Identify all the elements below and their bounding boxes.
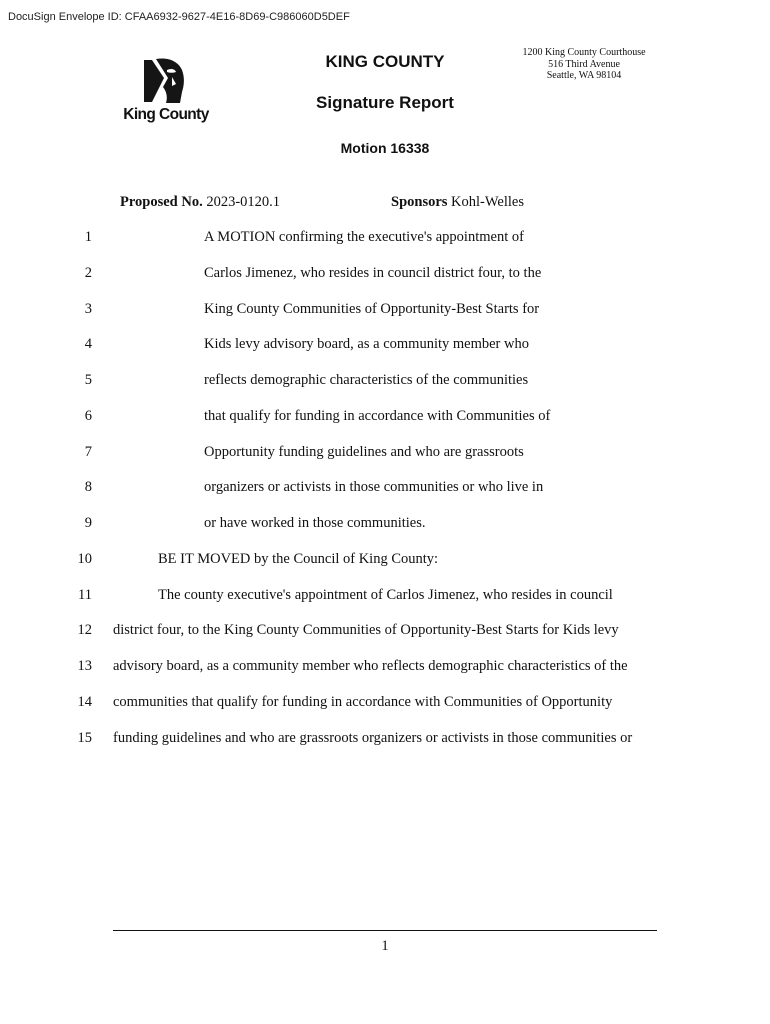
footer-rule xyxy=(113,930,657,931)
report-title: Signature Report xyxy=(316,93,454,112)
line-number: 4 xyxy=(84,336,92,352)
numbered-line xyxy=(0,658,770,678)
numbered-line xyxy=(0,444,770,464)
king-county-logo xyxy=(118,58,214,128)
line-number: 12 xyxy=(77,622,92,638)
line-text: Opportunity funding guidelines and who are grassroots xyxy=(204,444,524,460)
docusign-envelope-id: DocuSign Envelope ID: CFAA6932-9627-4E16-8D69-C986060D5DEF xyxy=(8,11,350,23)
line-number: 13 xyxy=(77,658,92,674)
line-number: 10 xyxy=(77,551,92,567)
line-text: reflects demographic characteristics of the communities xyxy=(204,372,529,388)
sponsors-label: Sponsors xyxy=(391,194,448,210)
line-text: communities that qualify for funding in accordance with Communities of Opportunity xyxy=(113,694,613,710)
line-number: 15 xyxy=(77,730,92,746)
numbered-line xyxy=(0,694,770,714)
king-county-mlk-logo-icon xyxy=(142,58,188,104)
line-number: 5 xyxy=(84,372,92,388)
line-text: The county executive's appointment of Carlos Jimenez, who resides in council xyxy=(158,587,613,603)
numbered-line xyxy=(0,587,770,607)
line-text: King County Communities of Opportunity-Best Starts for xyxy=(204,301,540,317)
line-text: or have worked in those communities. xyxy=(204,515,426,531)
address-line: 516 Third Avenue xyxy=(548,58,620,70)
line-text: district four, to the King County Communities of Opportunity-Best Starts for Kids levy xyxy=(113,622,619,638)
line-number: 14 xyxy=(77,694,92,710)
sponsors-value: Kohl-Welles xyxy=(451,194,524,210)
line-number: 11 xyxy=(78,587,92,603)
numbered-line xyxy=(0,229,770,249)
proposed-number-label: Proposed No. xyxy=(120,194,203,210)
numbered-line xyxy=(0,408,770,428)
line-text: Carlos Jimenez, who resides in council district four, to the xyxy=(204,265,542,281)
line-number: 9 xyxy=(84,515,92,531)
line-text: funding guidelines and who are grassroots organizers or activists in those communities or xyxy=(113,730,633,746)
line-text: that qualify for funding in accordance with Communities of xyxy=(204,408,551,424)
line-number: 2 xyxy=(84,265,92,281)
page-number: 1 xyxy=(381,938,389,954)
line-number: 1 xyxy=(84,229,92,245)
courthouse-address xyxy=(500,47,668,82)
line-text: advisory board, as a community member who reflects demographic characteristics of the xyxy=(113,658,628,674)
line-text: organizers or activists in those communities or who live in xyxy=(204,479,544,495)
line-number: 6 xyxy=(84,408,92,424)
numbered-line xyxy=(0,336,770,356)
line-text: A MOTION confirming the executive's appointment of xyxy=(204,229,524,245)
numbered-line xyxy=(0,622,770,642)
numbered-line xyxy=(0,265,770,285)
line-number: 3 xyxy=(84,301,92,317)
proposed-number-value: 2023-0120.1 xyxy=(206,194,281,210)
numbered-line xyxy=(0,372,770,392)
address-line: Seattle, WA 98104 xyxy=(546,70,622,81)
logo-text: King County xyxy=(123,106,209,123)
sponsors xyxy=(391,194,524,211)
line-text: Kids levy advisory board, as a community member who xyxy=(204,336,529,352)
numbered-line xyxy=(0,730,770,750)
proposed-number xyxy=(120,194,280,211)
county-title: KING COUNTY xyxy=(325,52,445,71)
numbered-line xyxy=(0,551,770,571)
line-number: 7 xyxy=(84,444,92,460)
numbered-line xyxy=(0,479,770,499)
line-number: 8 xyxy=(84,479,92,495)
line-text: BE IT MOVED by the Council of King County: xyxy=(158,551,439,567)
motion-number: Motion 16338 xyxy=(340,140,430,156)
numbered-line xyxy=(0,515,770,535)
address-line: 1200 King County Courthouse xyxy=(522,47,646,58)
numbered-line xyxy=(0,301,770,321)
